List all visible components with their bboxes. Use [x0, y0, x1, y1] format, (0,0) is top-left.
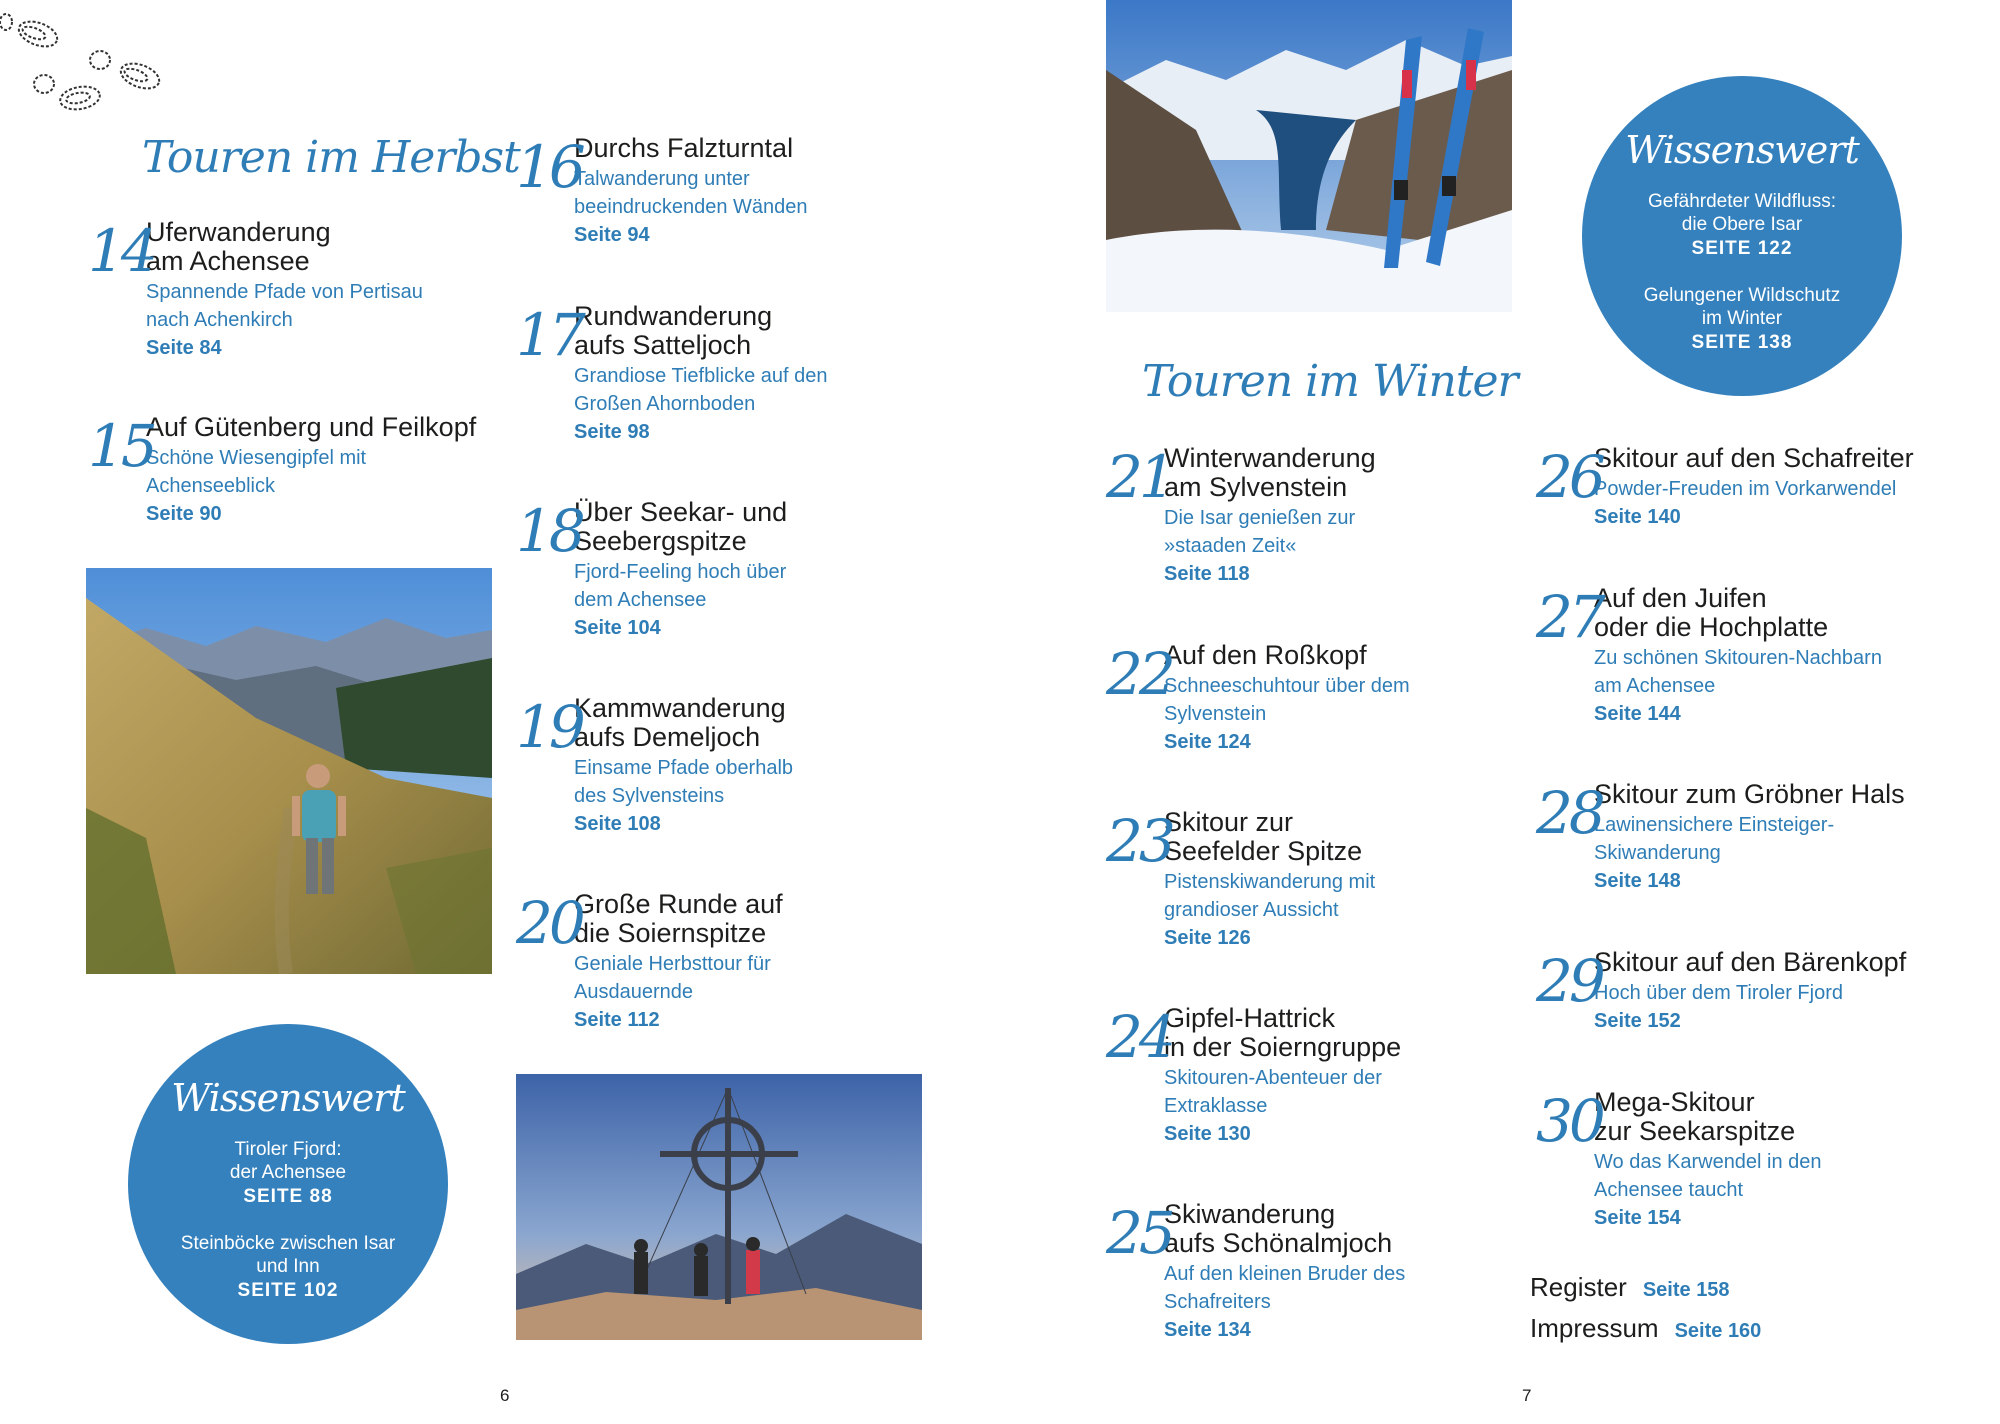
wissenswert-circle-left — [128, 1024, 448, 1344]
section-title-herbst: Touren im Herbst — [142, 132, 520, 183]
summit-cross-photo — [516, 1074, 922, 1340]
tour-item-30[interactable] — [1536, 1087, 2000, 1232]
tour-page-link[interactable]: Seite 124 — [1164, 731, 1251, 753]
tour-page-link[interactable]: Seite 90 — [146, 503, 222, 525]
page-number-right: 7 — [1522, 1386, 1532, 1405]
skis-lake-photo — [1106, 0, 1512, 312]
tour-number: 24 — [1106, 1003, 1172, 1071]
section-title-winter: Touren im Winter — [1142, 356, 1518, 407]
tour-title: Kammwanderung aufs Demeljoch — [574, 693, 786, 752]
wissenswert-item-text: Gelungener Wildschutz im Winter — [1643, 285, 1841, 329]
tour-subtitle: Auf den kleinen Bruder des Schafreiters — [1164, 1263, 1406, 1313]
tour-number: 18 — [516, 497, 582, 565]
tour-number: 15 — [88, 412, 154, 480]
tour-item-27[interactable] — [1536, 583, 2000, 728]
tour-page-link[interactable]: Seite 118 — [1164, 563, 1250, 585]
tour-number: 30 — [1536, 1087, 1602, 1155]
tour-title: Rundwanderung aufs Satteljoch — [574, 301, 773, 360]
tour-page-link[interactable]: Seite 84 — [146, 337, 222, 359]
wissenswert-item-text: Tiroler Fjord: der Achensee — [229, 1139, 347, 1183]
tour-item-26[interactable] — [1536, 443, 2000, 531]
tour-title: Uferwanderung am Achensee — [146, 217, 331, 276]
tour-item-17[interactable] — [516, 301, 1004, 446]
tour-title: Mega-Skitour zur Seekarspitze — [1594, 1087, 1796, 1146]
tour-title: Auf Gütenberg und Feilkopf — [146, 412, 477, 442]
tour-item-23[interactable] — [1106, 807, 1594, 952]
tour-page-link[interactable]: Seite 94 — [574, 224, 650, 246]
tour-item-22[interactable] — [1106, 640, 1594, 756]
tour-title: Über Seekar- und Seebergspitze — [574, 497, 788, 556]
tour-title: Auf den Roßkopf — [1164, 640, 1367, 670]
tour-page-link[interactable]: Seite 152 — [1594, 1010, 1681, 1032]
tour-subtitle: Wo das Karwendel in den Achensee taucht — [1594, 1151, 1822, 1201]
tour-item-21[interactable] — [1106, 443, 1594, 588]
wissenswert-title: Wissenswert — [171, 1076, 405, 1120]
tour-number: 27 — [1536, 583, 1602, 651]
tour-item-19[interactable] — [516, 693, 1004, 838]
wissenswert-item-page[interactable]: SEITE 122 — [1691, 238, 1793, 259]
tour-subtitle: Schneeschuhtour über dem Sylvenstein — [1164, 675, 1410, 725]
tour-page-link[interactable]: Seite 98 — [574, 421, 650, 443]
tour-page-link[interactable]: Seite 130 — [1164, 1123, 1251, 1145]
tour-title: Winterwanderung am Sylvenstein — [1164, 443, 1376, 502]
tour-subtitle: Einsame Pfade oberhalb des Sylvensteins — [574, 757, 794, 807]
wissenswert-item-page[interactable]: SEITE 102 — [237, 1280, 339, 1301]
tour-subtitle: Powder-Freuden im Vorkarwendel — [1594, 478, 1897, 500]
tour-item-28[interactable] — [1536, 779, 2000, 895]
tour-number: 16 — [516, 133, 582, 201]
tour-number: 17 — [516, 301, 582, 369]
tour-number: 22 — [1106, 640, 1172, 708]
tour-subtitle: Lawinensichere Einsteiger- Skiwanderung — [1594, 814, 1835, 864]
tour-number: 23 — [1106, 807, 1172, 875]
wissenswert-item-text: Steinböcke zwischen Isar und Inn — [180, 1233, 396, 1277]
tour-page-link[interactable]: Seite 126 — [1164, 927, 1251, 949]
tour-subtitle: Geniale Herbsttour für Ausdauernde — [574, 953, 771, 1003]
register-entry[interactable] — [1530, 1272, 1730, 1303]
tour-subtitle: Pistenskiwanderung mit grandioser Aussicht — [1164, 871, 1376, 921]
tour-item-20[interactable] — [516, 889, 1004, 1034]
tour-page-link[interactable]: Seite 108 — [574, 813, 661, 835]
impressum-page-link[interactable]: Seite 160 — [1674, 1320, 1762, 1342]
wissenswert-title: Wissenswert — [1625, 128, 1859, 172]
wissenswert-item-page[interactable]: SEITE 88 — [243, 1186, 333, 1207]
tour-number: 20 — [516, 889, 582, 957]
tour-subtitle: Schöne Wiesengipfel mit Achenseeblick — [146, 447, 367, 497]
tour-item-16[interactable] — [516, 133, 1004, 249]
tour-title: Skitour zur Seefelder Spitze — [1164, 807, 1363, 866]
register-page-link[interactable]: Seite 158 — [1642, 1279, 1730, 1301]
tour-item-29[interactable] — [1536, 947, 2000, 1035]
tour-title: Skiwanderung aufs Schönalmjoch — [1164, 1199, 1393, 1258]
tour-page-link[interactable]: Seite 154 — [1594, 1207, 1681, 1229]
tour-subtitle: Spannende Pfade von Pertisau nach Achenkirch — [146, 281, 423, 331]
tour-subtitle: Die Isar genießen zur »staaden Zeit« — [1164, 507, 1356, 557]
tour-title: Auf den Juifen oder die Hochplatte — [1594, 583, 1829, 642]
tour-page-link[interactable]: Seite 140 — [1594, 506, 1681, 528]
tour-title: Skitour zum Gröbner Hals — [1594, 779, 1905, 809]
tour-page-link[interactable]: Seite 148 — [1594, 870, 1681, 892]
tour-title: Skitour auf den Bärenkopf — [1594, 947, 1907, 977]
hiker-photo — [86, 568, 492, 974]
tour-number: 29 — [1536, 947, 1602, 1015]
tour-item-24[interactable] — [1106, 1003, 1594, 1148]
wissenswert-item-text: Gefährdeter Wildfluss: die Obere Isar — [1648, 191, 1836, 235]
footprints-icon — [0, 8, 170, 118]
tour-number: 21 — [1106, 443, 1172, 511]
tour-item-15[interactable] — [88, 412, 576, 528]
tour-number: 28 — [1536, 779, 1602, 847]
tour-number: 14 — [88, 217, 154, 285]
page-number-left: 6 — [500, 1386, 510, 1405]
tour-subtitle: Hoch über dem Tiroler Fjord — [1594, 982, 1843, 1004]
tour-title: Durchs Falzturntal — [574, 133, 794, 163]
tour-number: 26 — [1536, 443, 1602, 511]
tour-number: 19 — [516, 693, 582, 761]
tour-item-18[interactable] — [516, 497, 1004, 642]
tour-subtitle: Skitouren-Abenteuer der Extraklasse — [1164, 1067, 1382, 1117]
tour-item-14[interactable] — [88, 217, 576, 362]
tour-subtitle: Fjord-Feeling hoch über dem Achensee — [574, 561, 787, 611]
wissenswert-item-page[interactable]: SEITE 138 — [1691, 332, 1793, 353]
tour-title: Gipfel-Hattrick in der Soierngruppe — [1164, 1003, 1402, 1062]
impressum-entry[interactable] — [1530, 1313, 1761, 1344]
tour-title: Große Runde auf die Soiernspitze — [574, 889, 783, 948]
tour-subtitle: Grandiose Tiefblicke auf den Großen Ahornboden — [574, 365, 828, 415]
tour-page-link[interactable]: Seite 112 — [574, 1009, 660, 1031]
tour-page-link[interactable]: Seite 144 — [1594, 703, 1681, 725]
register-label: Register — [1530, 1272, 1627, 1302]
impressum-label: Impressum — [1530, 1313, 1659, 1343]
tour-title: Skitour auf den Schafreiter — [1594, 443, 1914, 473]
tour-subtitle: Talwanderung unter beeindruckenden Wänden — [574, 168, 808, 218]
tour-page-link[interactable]: Seite 134 — [1164, 1319, 1251, 1341]
tour-page-link[interactable]: Seite 104 — [574, 617, 661, 639]
wissenswert-circle-right — [1582, 76, 1902, 396]
tour-number: 25 — [1106, 1199, 1172, 1267]
tour-subtitle: Zu schönen Skitouren-Nachbarn am Achensee — [1594, 647, 1882, 697]
